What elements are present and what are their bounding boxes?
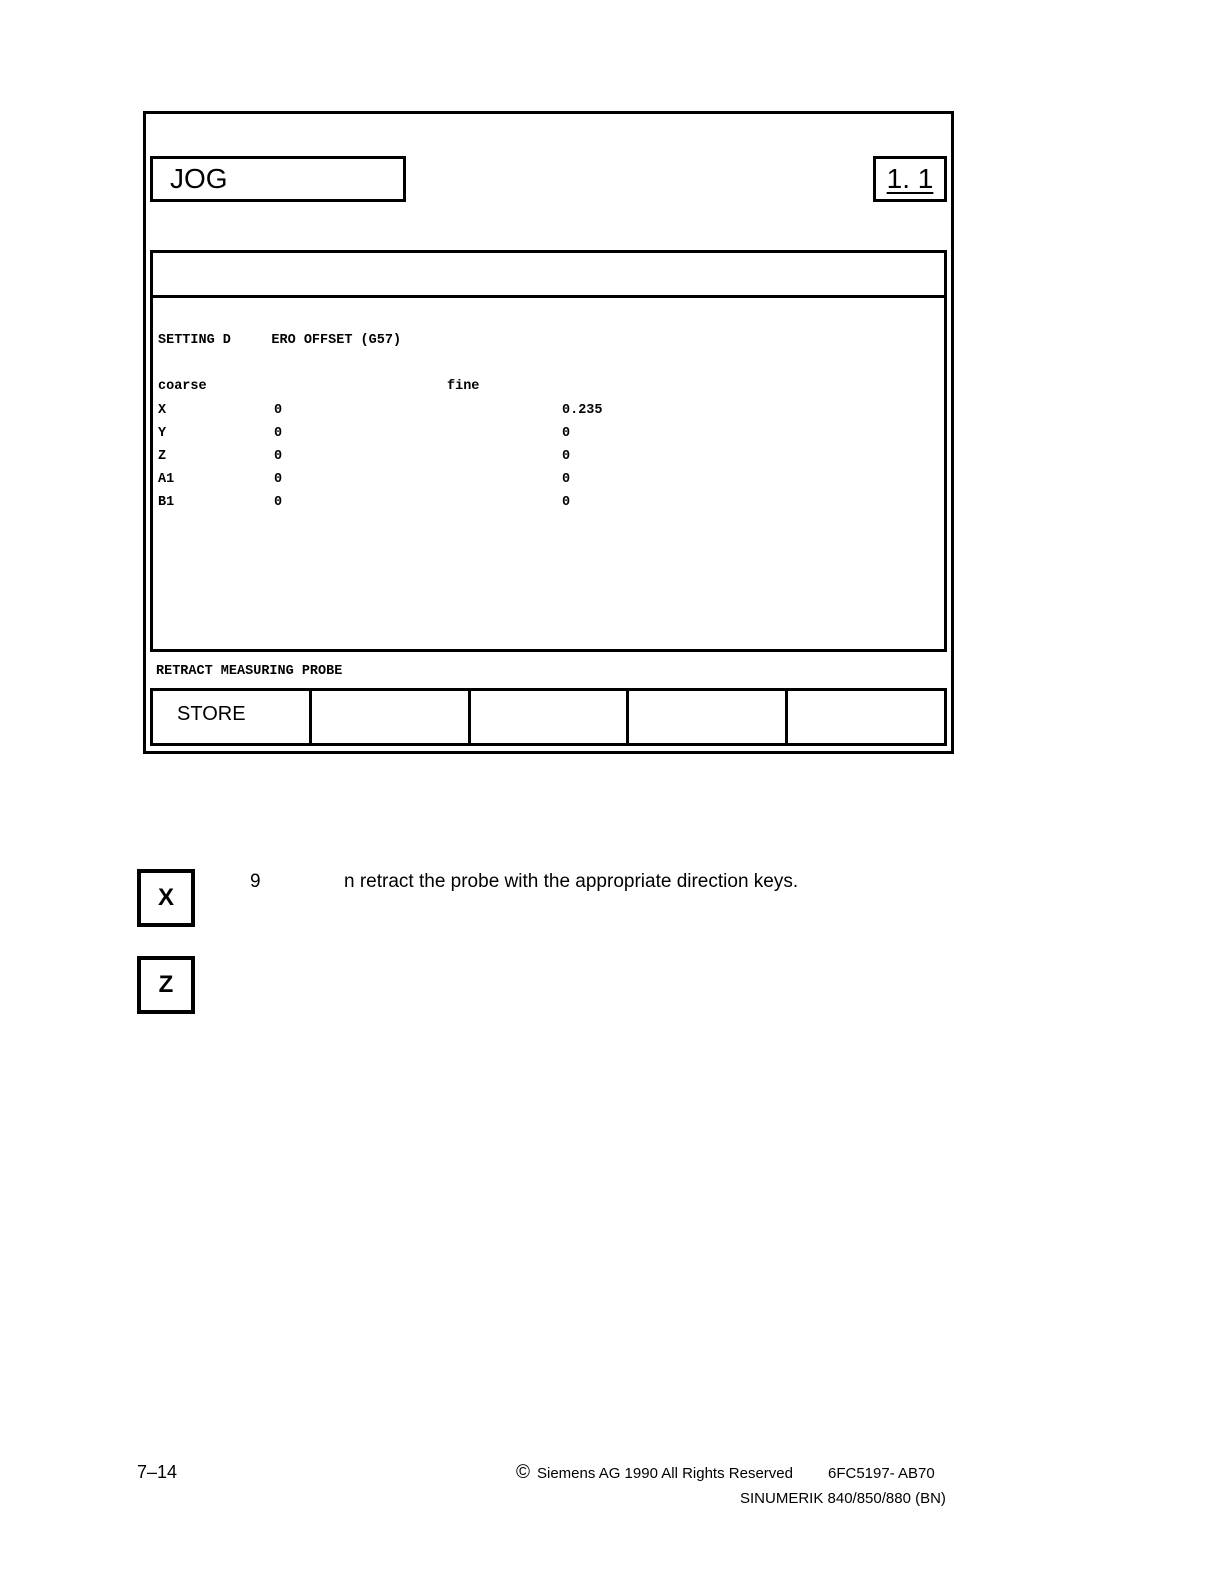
copyright-text: Siemens AG 1990 All Rights Reserved [537, 1465, 793, 1482]
coarse-value: 0 [274, 426, 283, 441]
column-fine-header: fine [447, 379, 480, 394]
step-number: 9 [250, 871, 261, 892]
softkey-4[interactable] [629, 691, 788, 743]
softkey-5[interactable] [788, 691, 944, 743]
screen-title: SETTING D ERO OFFSET (G57) [158, 333, 402, 348]
fine-value: 0 [562, 472, 571, 487]
axis-label: B1 [158, 495, 175, 510]
page-number: 1. 1 [886, 163, 934, 194]
fine-value: 0 [562, 426, 571, 441]
mode-display: JOG [150, 156, 406, 202]
order-number: 6FC5197- AB70 [828, 1465, 935, 1482]
axis-label: Z [158, 449, 167, 464]
page-footer-number: 7–14 [137, 1462, 178, 1482]
axis-label: X [158, 403, 167, 418]
coarse-value: 0 [274, 495, 283, 510]
fine-value: 0 [562, 449, 571, 464]
softkey-bar [150, 688, 947, 746]
page-number-box [873, 156, 947, 202]
softkey-store[interactable]: STORE [153, 691, 312, 743]
header-strip [153, 253, 944, 298]
axis-label: A1 [158, 472, 175, 487]
x-direction-key: X [137, 869, 195, 927]
fine-value: 0 [562, 495, 571, 510]
copyright-icon: © [516, 1462, 530, 1483]
softkey-2[interactable] [312, 691, 471, 743]
coarse-value: 0 [274, 449, 283, 464]
z-direction-key: Z [137, 956, 195, 1014]
fine-value: 0.235 [562, 403, 603, 418]
cnc-screen [143, 111, 954, 754]
softkey-3[interactable] [471, 691, 630, 743]
column-coarse-header: coarse [158, 379, 207, 394]
axis-label: Y [158, 426, 167, 441]
status-message: RETRACT MEASURING PROBE [156, 664, 343, 679]
product-name: SINUMERIK 840/850/880 (BN) [740, 1490, 946, 1507]
data-panel [150, 250, 947, 652]
coarse-value: 0 [274, 472, 283, 487]
coarse-value: 0 [274, 403, 283, 418]
instruction-text: n retract the probe with the appropriate direction keys. [344, 871, 799, 892]
